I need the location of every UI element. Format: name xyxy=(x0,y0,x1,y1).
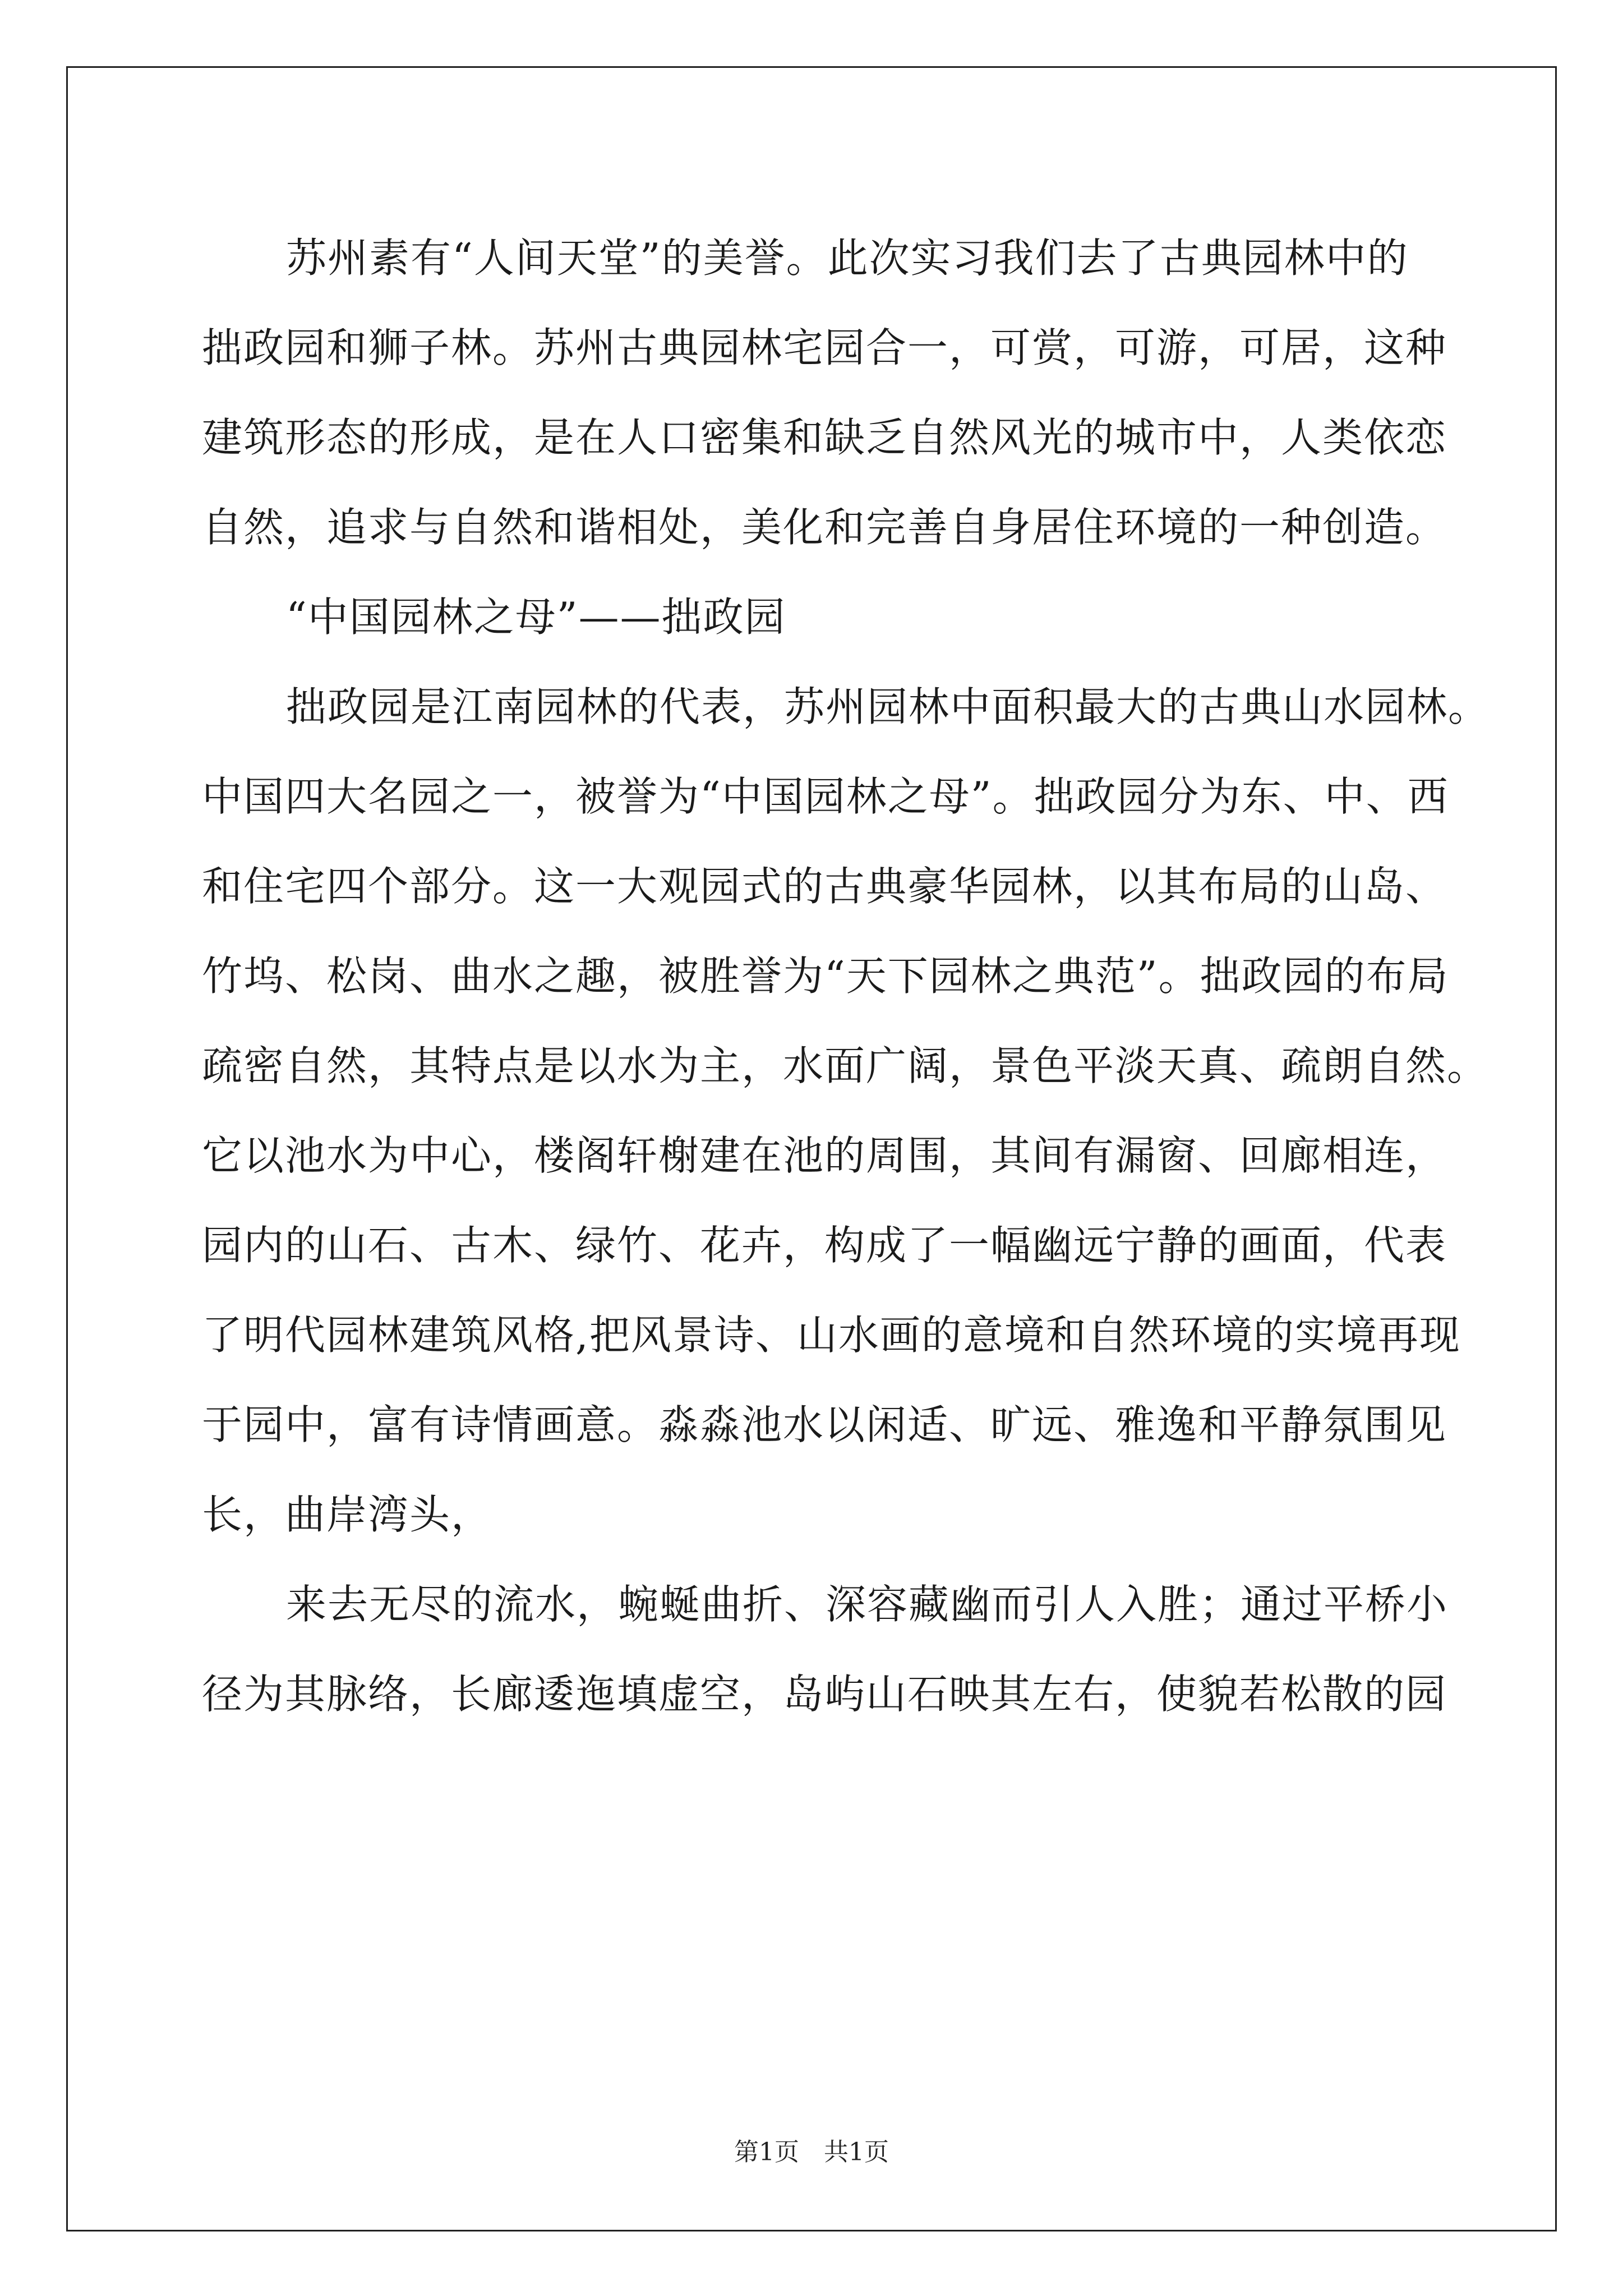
paragraph-line: 中国四大名园之一，被誉为“中国园林之母”。拙政园分为东、中、西 xyxy=(202,773,1449,820)
paragraph-line: 园内的山石、古木、绿竹、花卉，构成了一幅幽远宁静的画面，代表 xyxy=(202,1222,1447,1269)
paragraph-line: 它以池水为中心，楼阁轩榭建在池的周围，其间有漏窗、回廊相连， xyxy=(202,1132,1447,1179)
paragraph-line: 建筑形态的形成，是在人口密集和缺乏自然风光的城市中，人类依恋 xyxy=(202,414,1447,461)
paragraph-line: 拙政园和狮子林。苏州古典园林宅园合一，可赏，可游，可居，这种 xyxy=(202,324,1447,371)
paragraph-line: 于园中，富有诗情画意。淼淼池水以闲适、旷远、雅逸和平静氛围见 xyxy=(202,1401,1447,1448)
paragraph-line: 和住宅四个部分。这一大观园式的古典豪华园林，以其布局的山岛、 xyxy=(202,863,1447,910)
page-footer: 第1页 共1页 xyxy=(734,2138,889,2166)
document-body xyxy=(202,213,1490,1739)
paragraph-line: 径为其脉络，长廊逶迤填虚空，岛屿山石映其左右，使貌若松散的园 xyxy=(202,1671,1447,1718)
section-heading: “中国园林之母”——拙政园 xyxy=(286,593,786,641)
paragraph-line: 苏州素有“人间天堂”的美誉。此次实习我们去了古典园林中的 xyxy=(286,234,1409,282)
paragraph-line: 自然，追求与自然和谐相处，美化和完善自身居住环境的一种创造。 xyxy=(202,504,1447,551)
paragraph-line: 长，曲岸湾头， xyxy=(202,1491,493,1538)
paragraph-line: 拙政园是江南园林的代表，苏州园林中面积最大的古典山水园林。 xyxy=(286,683,1490,730)
paragraph-line: 了明代园林建筑风格,把风景诗、山水画的意境和自然环境的实境再现 xyxy=(202,1312,1461,1359)
paragraph-line: 竹坞、松岗、曲水之趣，被胜誉为“天下园林之典范”。拙政园的布局 xyxy=(202,953,1449,1000)
paragraph-line: 来去无尽的流水，蜿蜒曲折、深容藏幽而引人入胜；通过平桥小 xyxy=(286,1581,1449,1628)
paragraph-line: 疏密自然，其特点是以水为主，水面广阔，景色平淡天真、疏朗自然。 xyxy=(202,1042,1489,1089)
